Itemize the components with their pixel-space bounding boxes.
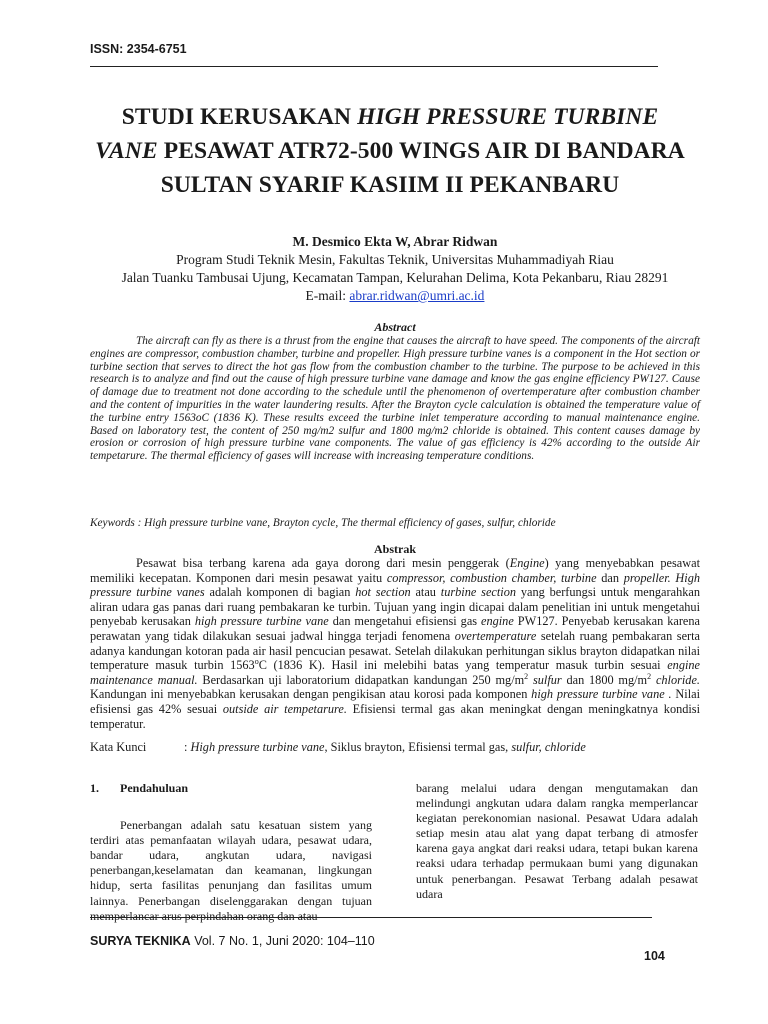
- journal-footer: [90, 934, 375, 948]
- issn-label: ISSN: 2354-6751: [90, 42, 187, 56]
- abstract-heading: Abstract: [374, 320, 416, 334]
- section-number: 1.: [90, 781, 99, 795]
- email-label: E-mail:: [305, 288, 350, 303]
- journal-name: SURYA TEKNIKA: [90, 934, 191, 948]
- section-paragraph-right: barang melalui udara dengan mengutamakan dan melindungi angkutan udara dalam rangka memperlancar kegiatan perekonomian nasional. Pesawat Udara adalah setiap mesin atau alat yang dapat terbang di atmosfer karena gaya angkat dari reaksi udara, tetapi bukan karena reaksi udara terhadap permukaan bumi yang digunakan untuk penerbangan. Pesawat Terbang adalah pesawat udara: [416, 781, 698, 901]
- author-block: [90, 233, 700, 305]
- section-heading: [90, 781, 372, 796]
- title-part-2: HIGH PRESSURE TURBINE VANE: [95, 104, 659, 164]
- kata-kunci-label: Kata Kunci: [90, 740, 147, 754]
- kata-kunci-line: Kata Kunci : High pressure turbine vane, Siklus brayton, Efisiensi termal gas, sulfur, chloride: [90, 740, 586, 754]
- title-part-3: PESAWAT ATR72-500 WINGS AIR DI BANDARA SULTAN SYARIF KASIIM II PEKANBARU: [157, 138, 685, 198]
- author-email-line: [90, 287, 700, 305]
- abstract-text: The aircraft can fly as there is a thrust from the engine that causes the aircraft to have speed. The components of the aircraft engines are compressor, combustion chamber, turbine and propeller. High pressure turbine vanes is a component in the Hot section or turbine section that serves to direct the hot gas flow from the combustion chamber to the turbine. The purpose to be achieved in this research is to analyze and find out the cause of high pressure turbine vane damage and know the gas engine efficiency PW127. Cause of damage due to treatment not done according to the schedule until the phenomenon of overtemperature after combustion chamber and the content of impurities in the water laundering results. After the Brayton cycle calculation is obtained the temperature value of the turbine entry 1563oC (1836 K). These results exceed the turbine inlet temperature according to manual maintenance engine. Based on laboratory test, the content of 250 mg/m2 sulfur and 1800 mg/m2 chloride is obtained. This content causes damage by erosion or corrosion of high pressure turbine vane components. The value of gas efficiency is 42% according to the outside Air tempetarure. The thermal efficiency of gases will increase with increasing temperature conditions.: [90, 335, 700, 463]
- title-part-1: STUDI KERUSAKAN: [121, 104, 358, 130]
- keywords-line: Keywords : High pressure turbine vane, Brayton cycle, The thermal efficiency of gases, sulfur, chloride: [90, 517, 556, 529]
- header-rule: [90, 66, 658, 67]
- page-number: 104: [644, 949, 665, 963]
- email-link[interactable]: abrar.ridwan@umri.ac.id: [349, 288, 485, 303]
- left-column: [90, 781, 372, 924]
- right-column: [416, 781, 698, 902]
- author-affiliation: Program Studi Teknik Mesin, Fakultas Teknik, Universitas Muhammadiyah Riau: [176, 252, 614, 267]
- footer-rule: [90, 917, 652, 918]
- abstrak-text: Pesawat bisa terbang karena ada gaya dorong dari mesin penggerak (Engine) yang menyebabkan pesawat memiliki kecepatan. Komponen dari mesin pesawat yaitu compressor, combustion chamber, turbine dan propeller. High pressure turbine vanes adalah komponen di bagian hot section atau turbine section yang berfungsi untuk mengarahkan aliran udara gas panas dari ruang pembakaran ke turbin. Tujuan yang ingin dicapai dalam penelitian ini untuk mengetahui penyebab kerusakan high pressure turbine vane dan mengetahui efisiensi gas engine PW127. Penyebab kerusakan karena perawatan yang tidak dilakukan sesuai jadwal hingga terjadi fenomena overtemperature setelah ruang pembakaran serta adanya kandungan kotoran pada air hasil pencucian pesawat. Setelah dilakukan perhitungan siklus brayton didapatkan nilai temperature masuk turbin 1563$^o$C (1836 K). Hasil ini melebihi batas yang temperatur masuk turbin sesuai engine maintenance manual. Berdasarkan uji laboratorium didapatkan kandungan 250 $mg/m^2$ sulfur dan 1800 $mg/m^2$ chloride. Kandungan ini menyebabkan kerusakan dengan pengikisan atau korosi pada komponen high pressure turbine vane . Nilai efisiensi gas 42% sesuai outside air tempetarure. Efisiensi termal gas akan meningkat dengan meningkatnya kondisi temperatur.: [90, 556, 701, 731]
- section-title: Pendahuluan: [120, 781, 189, 795]
- author-names: M. Desmico Ekta W, Abrar Ridwan: [292, 234, 498, 249]
- abstrak-heading: Abstrak: [373, 542, 416, 556]
- author-address: Jalan Tuanku Tambusai Ujung, Kecamatan Tampan, Kelurahan Delima, Kota Pekanbaru, Riau 28291: [121, 270, 669, 285]
- paper-title: [95, 100, 685, 202]
- journal-details: Vol. 7 No. 1, Juni 2020: 104–110: [190, 934, 375, 948]
- section-paragraph-left: Penerbangan adalah satu kesatuan sistem yang terdiri atas pemanfaatan wilayah udara, pesawat udara, bandar udara, angkutan udara, navigasi penerbangan,keselamatan dan keamanan, lingkungan hidup, serta fasilitas penunjang dan fasilitas umum lainnya. Penerbangan diselenggarakan dengan tujuan memperlancar arus perpindahan orang dan atau: [90, 818, 372, 923]
